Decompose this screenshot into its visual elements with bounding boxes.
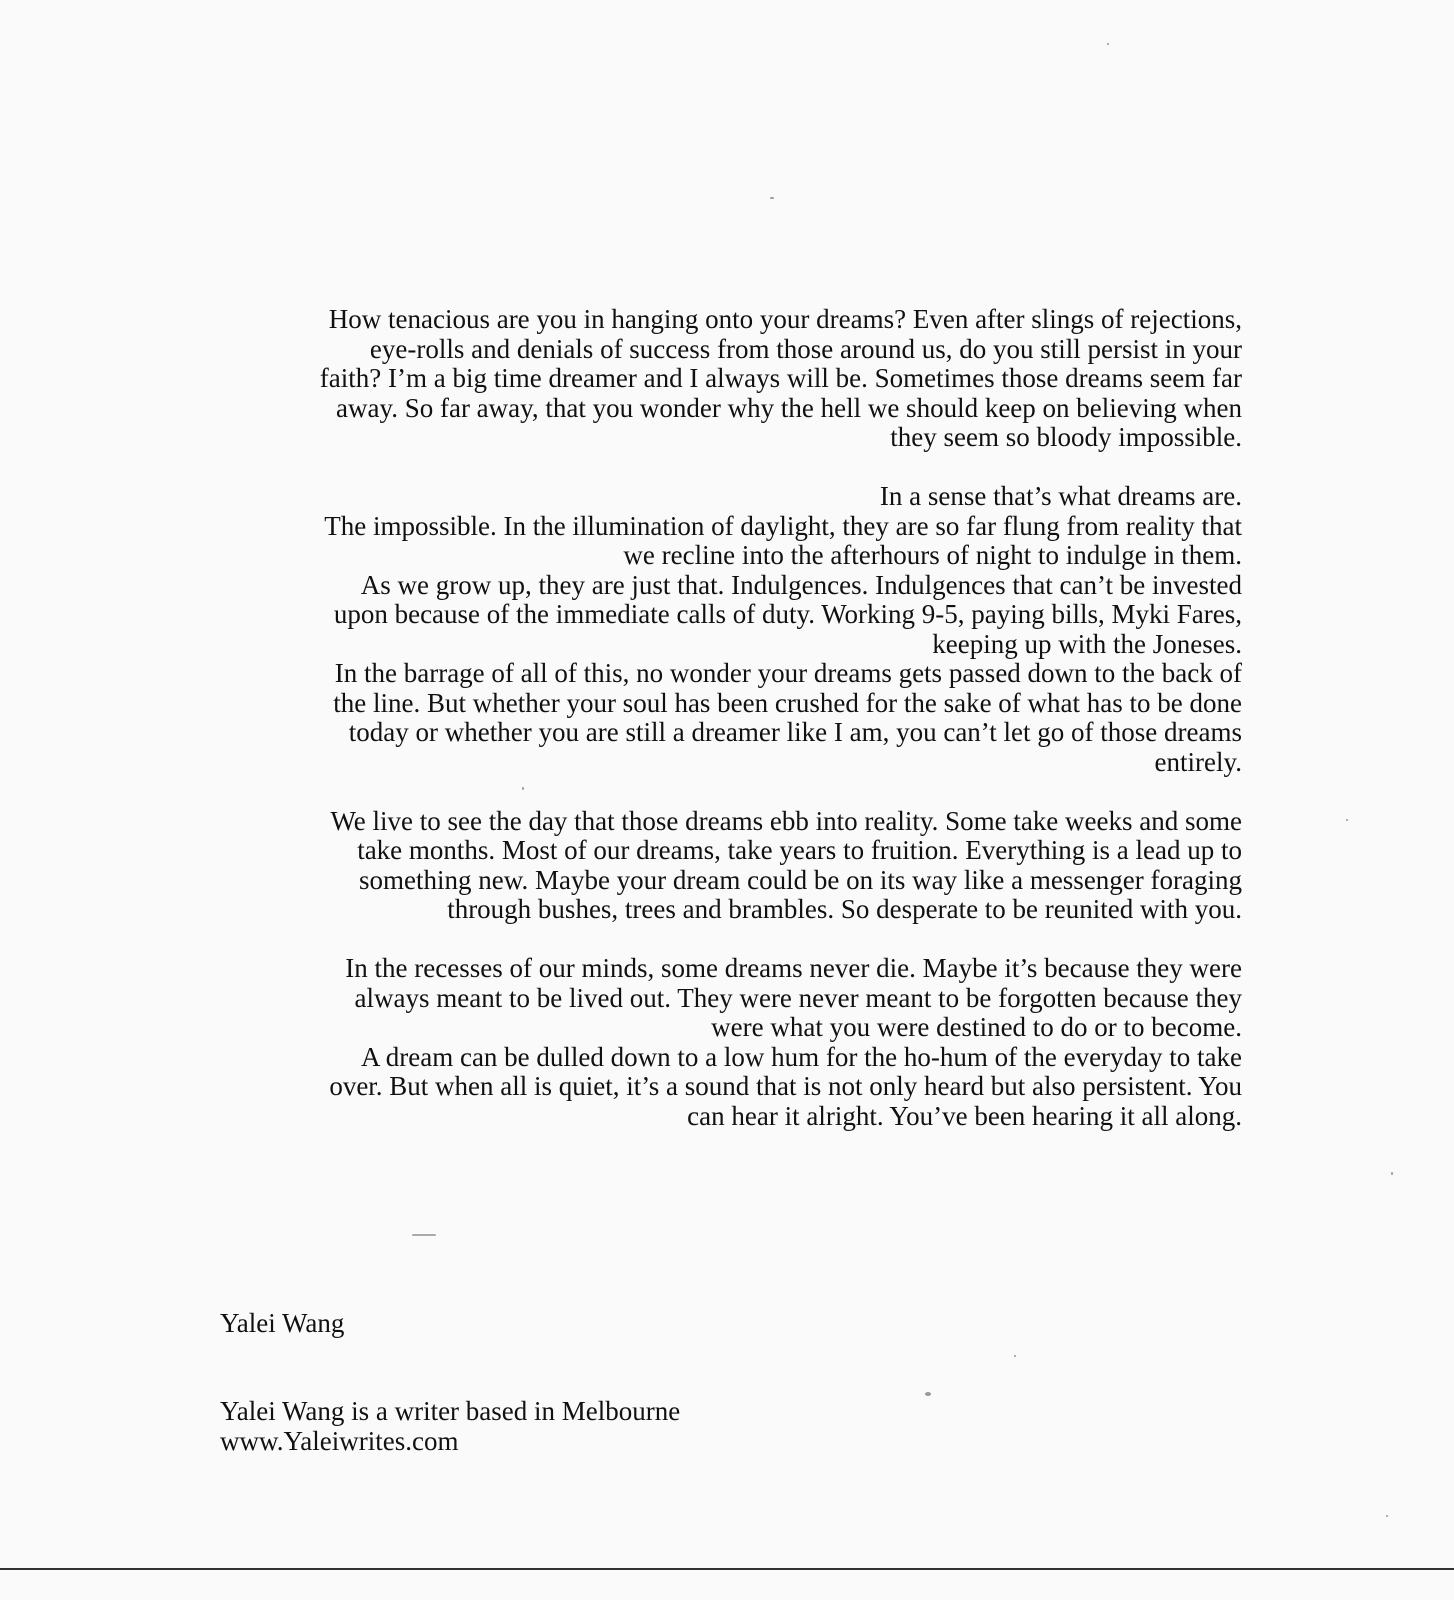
text-line: always meant to be lived out. They were never meant to be forgotten because they (354, 982, 1242, 1013)
text-line: they seem so bloody impossible. (890, 422, 1242, 452)
text-line: were what you were destined to do or to become. (711, 1012, 1242, 1042)
text-line: In a sense that’s what dreams are. (879, 481, 1242, 511)
text-line: upon because of the immediate calls of duty. Working 9-5, paying bills, Myki Fares, (333, 599, 1242, 629)
text-line: today or whether you are still a dreamer like I am, you can’t let go of those dreams (348, 717, 1242, 747)
paragraph-gap (232, 777, 1242, 807)
paragraph-2 (232, 482, 1242, 777)
author-bio (220, 1396, 680, 1456)
text-line: keeping up with the Joneses. (932, 628, 1242, 659)
text-line: eye-rolls and denials of success from those around us, do you still persist in your (369, 333, 1242, 364)
scan-speck (770, 197, 774, 199)
scan-speck (1391, 1172, 1393, 1175)
text-line: over. But when all is quiet, it’s a sound that is not only heard but also persistent. You (329, 1071, 1242, 1101)
bottom-divider (0, 1568, 1454, 1570)
text-line: the line. But whether your soul has been crushed for the sake of what has to be done (333, 687, 1242, 718)
scan-speck (1107, 43, 1109, 45)
text-line: The impossible. In the illumination of daylight, they are so far flung from reality that (324, 510, 1242, 541)
text-line: As we grow up, they are just that. Indulgences. Indulgences that can’t be invested (360, 569, 1242, 600)
author-name: Yalei Wang (220, 1308, 345, 1338)
paragraph-1 (232, 305, 1242, 453)
paragraph-4 (232, 954, 1242, 1131)
body-text (232, 305, 1242, 1131)
scan-speck (522, 787, 524, 790)
text-line: We live to see the day that those dreams ebb into reality. Some take weeks and some (330, 805, 1242, 836)
text-line: through bushes, trees and brambles. So desperate to be reunited with you. (447, 894, 1242, 924)
scan-speck (412, 1234, 436, 1236)
scan-speck (925, 1392, 931, 1396)
text-line: something new. Maybe your dream could be on its way like a messenger foraging (358, 864, 1242, 895)
paragraph-3 (232, 807, 1242, 925)
text-line: we recline into the afterhours of night to indulge in them. (623, 540, 1242, 570)
paragraph-gap (232, 453, 1242, 483)
paragraph-gap (232, 925, 1242, 955)
text-line: entirely. (1154, 746, 1242, 777)
text-line: In the recesses of our minds, some dreams never die. Maybe it’s because they were (345, 953, 1242, 983)
text-line: take months. Most of our dreams, take years to fruition. Everything is a lead up to (357, 835, 1242, 865)
website-link: www.Yaleiwrites.com (220, 1426, 459, 1456)
text-line: can hear it alright. You’ve been hearing it all along. (687, 1100, 1242, 1131)
text-line: A dream can be dulled down to a low hum for the ho-hum of the everyday to take (361, 1041, 1242, 1072)
bio-text: Yalei Wang is a writer based in Melbourne (220, 1396, 681, 1426)
text-line: away. So far away, that you wonder why the hell we should keep on believing when (335, 392, 1242, 423)
text-line: How tenacious are you in hanging onto your dreams? Even after slings of rejections, (328, 304, 1242, 334)
text-line: In the barrage of all of this, no wonder your dreams gets passed down to the back of (334, 658, 1242, 688)
scan-speck (1386, 1515, 1388, 1517)
text-line: faith? I’m a big time dreamer and I always will be. Sometimes those dreams seem far (319, 363, 1242, 393)
scan-speck (1346, 819, 1348, 821)
scan-speck (1014, 1355, 1016, 1357)
